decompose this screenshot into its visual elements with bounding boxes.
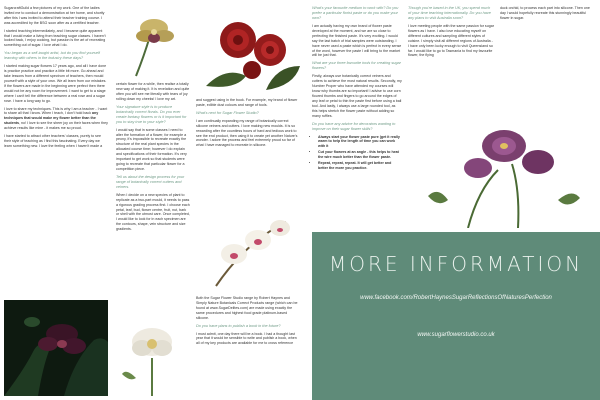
list-item: • Cut your flowers at an angle - this helps to heat the wire much better than the flower paste. <box>318 150 402 160</box>
paragraph: I must admit, one day there will be a book. I had a thought last year that it would be sensible to write and publish a book, when all of my key products are available for me to cross reference <box>196 331 297 346</box>
paragraph: I have started to attract other teachers' classes, purely to see their style of teaching as I find this fascinating. Every day we learn something new. I love the feeling when I haven't made a <box>4 134 103 148</box>
text-column-4 <box>312 6 402 174</box>
paragraph: I started making sugar flowers 17 years ago, and all I have done is practice practice and practice a little bit more. Go ahead and take lessons from a different spectrum of teachers, then mould yourself with a style of your own. We all learn from our mistakes. If the flowers are made in the beginning were perfect then there would not be any room for improvement. I want to get to a stage where I can't tell the difference between a real rose and a sugar rose. I have a long way to go. <box>4 64 107 103</box>
interview-question: Tell us about the design process for your range of botanically correct cutters and veiners. <box>116 174 185 189</box>
text-column-3-continued <box>196 296 300 349</box>
paragraph-text: , no! I love to see the sheer joy on their faces when they achieve results like mine - it makes me so proud. <box>4 121 108 131</box>
paragraph: When I decide on a new species of plant to replicate as a two-part mould, it needs to pass a rigorous grading process first. I choose each petal, leaf, bud, flower centre, fruit, nut, bark or shell with the utmost care. Once completed, I would like to look for in each specimen are the contours, shape, vein structure and size gradients. <box>116 192 190 232</box>
paragraph: Firstly, always use botanically correct veiners and cutters to achieve the most natural results. Secondly, my Number Proper who have attended my courses will know why thumbs are so important! I advise to use corn floured thumbs and fingers to go around the edges of any leaf or petal to thin the paste first before using a ball tool. And lastly, I always use a large rounded tool, as this helps stretch the flower paste without adding so many ruffles. <box>312 74 402 118</box>
text-column-2 <box>116 82 190 235</box>
paragraph: I love meeting people with the same passion for sugar flowers as I have. I also love educating myself on different cultures and sampling different styles of cuisine. I simply visit all different regions of Australia - I have only been lucky enough to visit Queensland so far. I would like to go to Tasmania to find my favourite flower, the flying <box>408 24 494 58</box>
white-flower-photo <box>116 308 188 396</box>
red-roses-photo <box>196 6 306 94</box>
paragraph: SugarcraftGuild a few pictures of my work. One of the ladies invited me to conduct a demonstration at her home, and shortly after this I was invited to attend their teacher training course. I was accredited by the BSG soon after as a certified teacher. <box>4 6 105 25</box>
paragraph-text: I love to share my techniques. This is why I am a teacher - I want to share all that I know. When I teach, I don't hold back <box>4 106 108 116</box>
paragraph: duck orchid, to process each part into silicone. Then one day I would hopefully recreate this stunningly beautiful flower in sugar. <box>500 6 590 20</box>
interview-question: What are your three favourite tools for creating sugar flowers? <box>312 61 401 71</box>
orchid-photo <box>116 6 188 78</box>
emphasis-text: any techniques that would make my flower better than the students <box>4 111 99 126</box>
dark-orchid-photo <box>4 300 108 396</box>
paragraph: I am continually expanding my range of botanically correct silicone veiners and cutters. I love making new moulds. It is so rewarding after the countless hours of hard and tedious work to see the end product, then using it to create yet another Nature's wonder. I adore the process and feel extremely proud so far of what I have managed to recreate in silicone. <box>196 118 298 148</box>
paragraph: certain flower for a while, then realise a totally new way of making it. It is revelation and quite often you will see me literally with tears of joy rolling down my cheeks! I love my art. <box>116 82 190 101</box>
list-item: • Always start your flower paste pure (get it really warm to help the length of time you can work with it <box>318 135 402 150</box>
paragraph <box>4 107 108 132</box>
advice-list <box>312 135 402 171</box>
paragraph: I would say that in some classes I need to alter the formation of a flower, for example a peony, it's impossible to recreate exactly the structure of the real plant species in the allocated course time; however I do explain and specifications of their formation. It's very important to get work so that students were going to recreate that particular flower for a competition piece. <box>116 127 187 171</box>
interview-question: What's next for Sugar Flower Studio? <box>196 110 259 115</box>
paragraph: I started teaching intermediately, and I became quite apparent that I would make a living from teaching sugar classes. I haven't looked back, I enjoy cooking, but passion is the art of recreating something out of sugar. I love what I do. <box>4 28 106 48</box>
paragraph: Both the Sugar Flower Studio range by Robert Haynes and Simply Nature Botanicals Correct Products range (which can be found at www.SugarDelites.com) are made using exactly the same procedures and highest food grade platinum-based silicone. <box>196 296 298 320</box>
white-orchids-photo <box>196 202 306 290</box>
interview-question: You began as a self-taught artist, but do you find yourself learning with others in the industry these days? <box>4 51 100 61</box>
interview-question: Your signature style is to produce botanically correct florals. Do you ever create fantasy flowers or is it important for you to stay true to your style? <box>116 104 187 124</box>
interview-question: Do you have plans to publish a book in the future? <box>196 323 281 328</box>
text-column-5 <box>408 6 494 61</box>
interview-question: Though you're based in the UK, you spend much of your time teaching internationally. Do you have any plans to visit Australia soon? <box>408 6 491 20</box>
more-information-panel <box>312 232 600 400</box>
interview-question: What's your favourite medium to work with? Do you prefer a particular florist paste or do you make your own? <box>312 6 399 20</box>
panel-heading: MORE INFORMATION <box>328 252 584 276</box>
interview-question: Do you have any advice for decorators wanting to improve on their sugar flower skills? <box>312 121 396 131</box>
facebook-link[interactable]: www.facebook.com/RobertHaynesSugarReflectionsOfNaturesPerfection <box>360 295 552 301</box>
text-column-6 <box>500 6 596 24</box>
website-link[interactable]: www.sugarflowerstudio.co.uk <box>417 332 495 338</box>
paragraph: I am actually having my own brand of flower paste developed at the moment, and we are so close to perfecting the finished paste. It's very exciting. I would say the last batch of trial samples were outstanding. I have never used a paste which is perfect in every sense of the word, however the paste I will bring to the market will be just that. <box>312 24 402 58</box>
purple-flowers-photo <box>408 100 596 228</box>
paragraph: and suggest using in the book. For example, my brand of flower paste, edible dust colours and range of tools. <box>196 98 298 107</box>
text-column-1 <box>4 6 108 152</box>
list-item: • Repeat, repeat, repeat. It will get better and better the more you practice. <box>318 161 402 171</box>
text-column-3 <box>196 98 300 151</box>
